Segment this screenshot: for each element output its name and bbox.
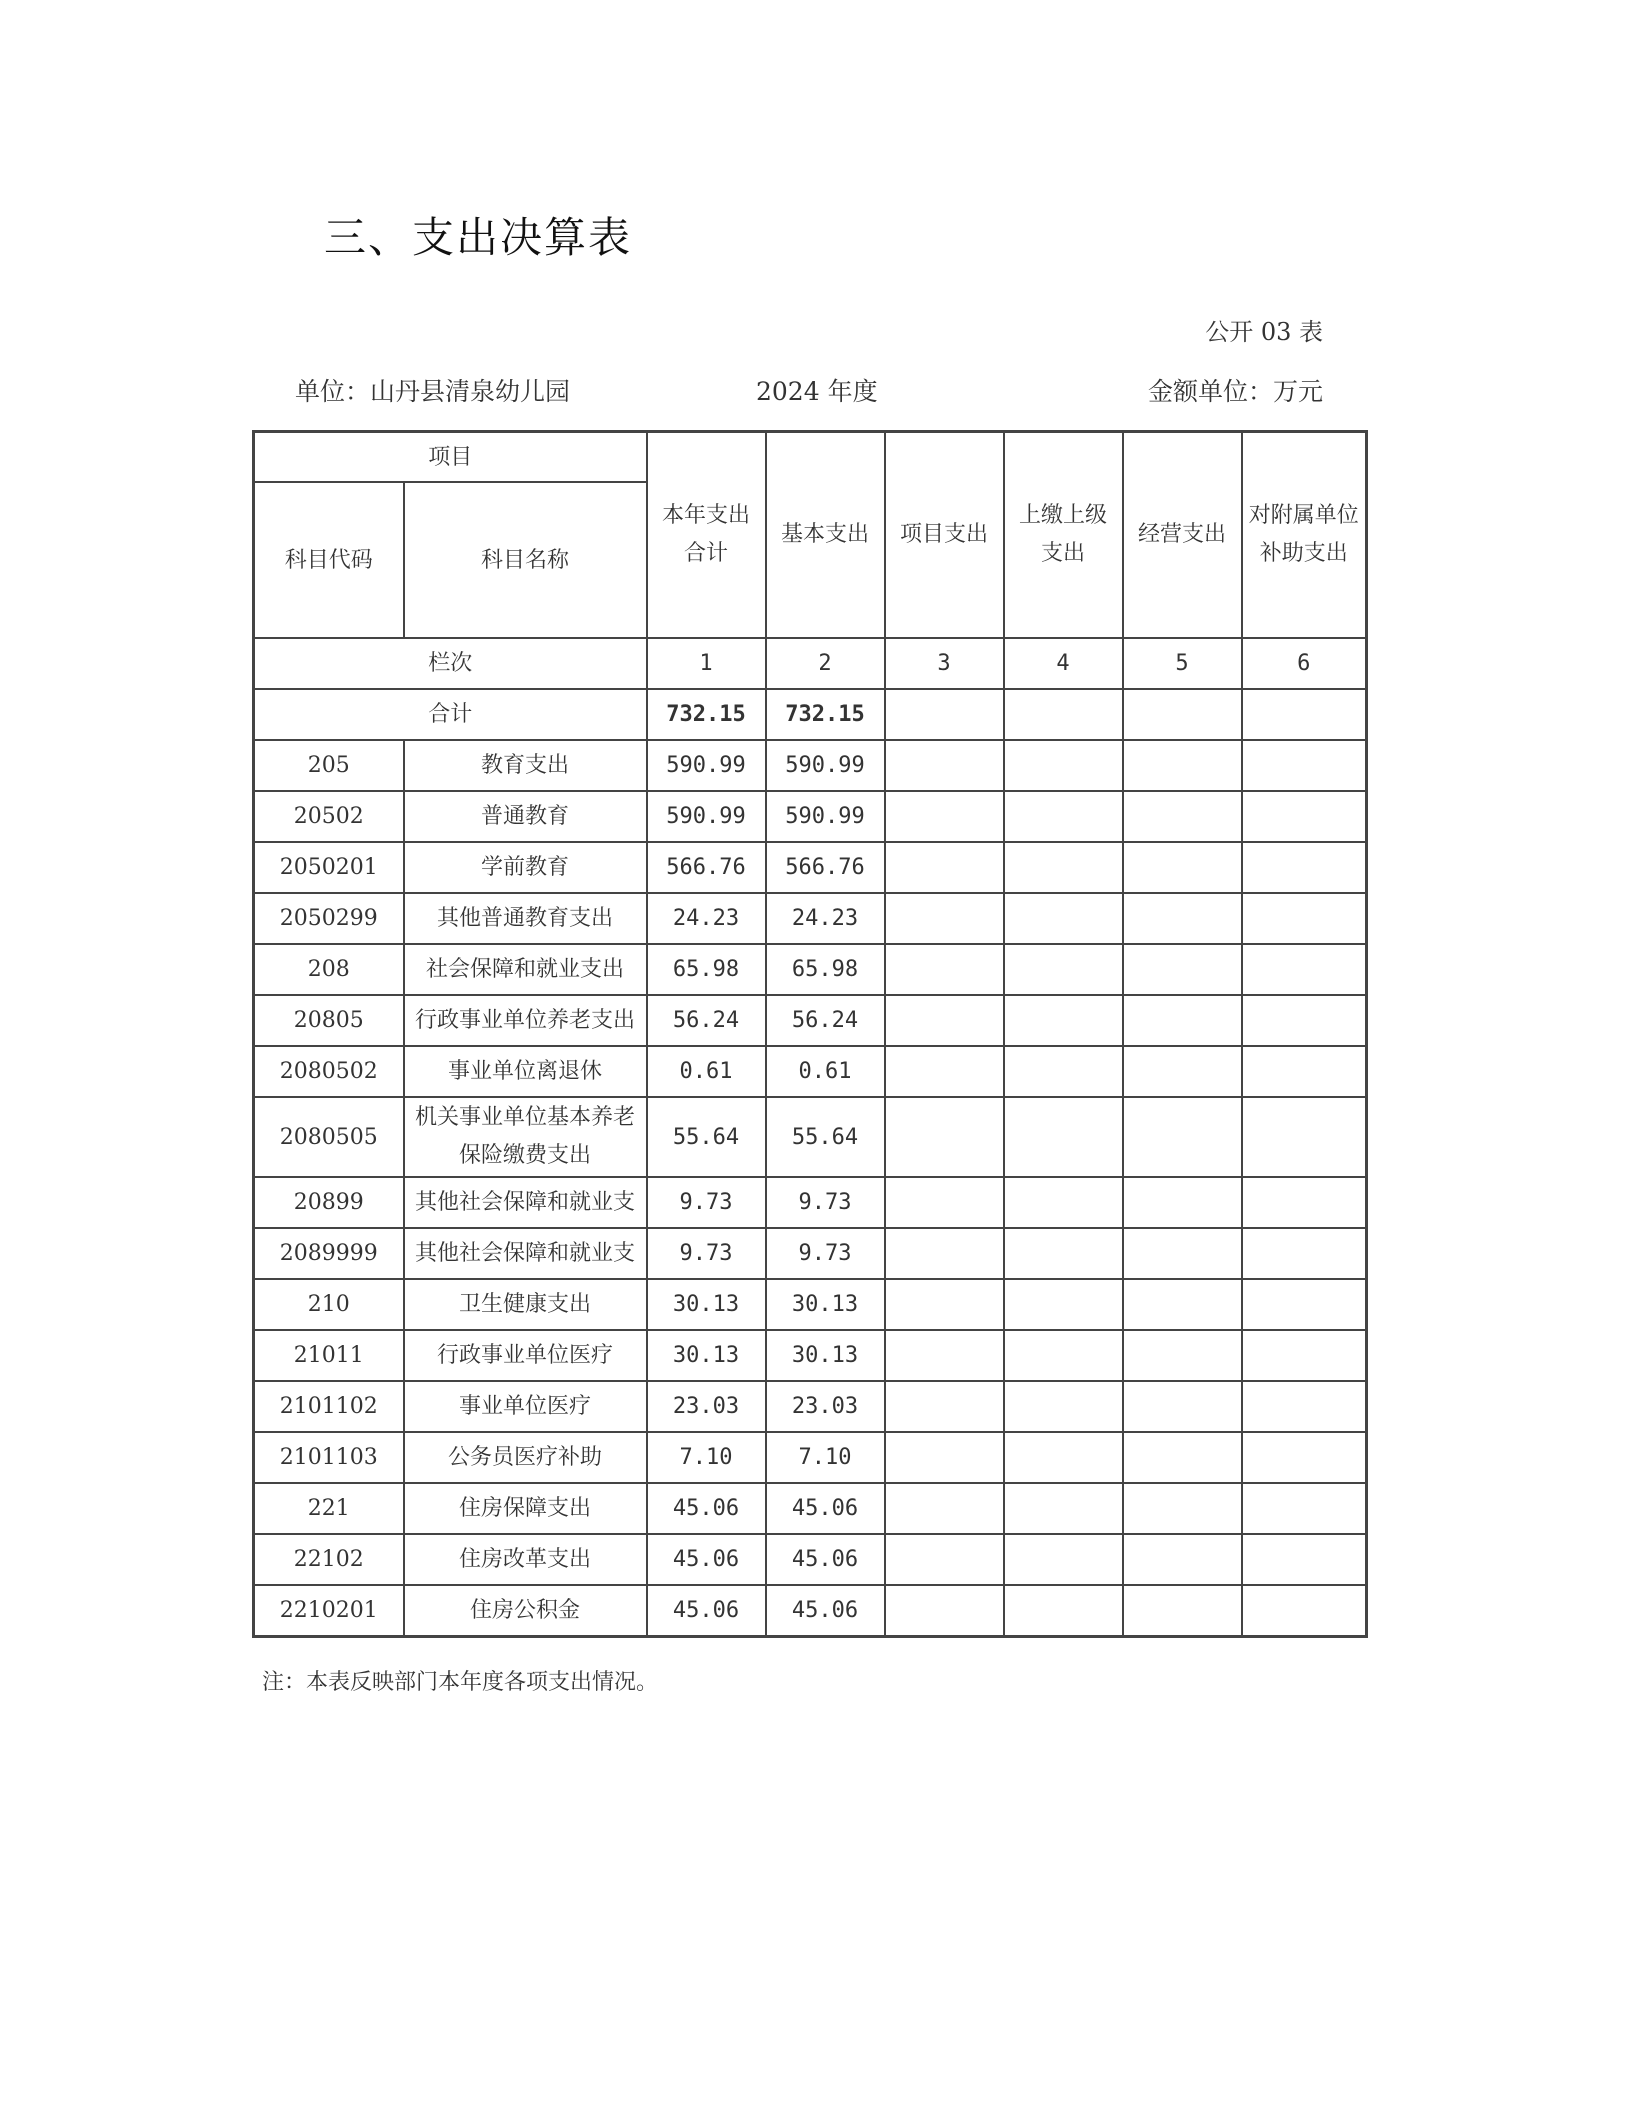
row-basic: 9.73	[766, 1177, 885, 1228]
total-cell: 732.15	[766, 689, 885, 740]
row-total: 23.03	[647, 1381, 766, 1432]
header-business: 经营支出	[1123, 432, 1242, 639]
row-code: 221	[254, 1483, 404, 1534]
row-project	[885, 1381, 1004, 1432]
row-project	[885, 842, 1004, 893]
header-code: 科目代码	[254, 482, 404, 638]
row-basic: 30.13	[766, 1279, 885, 1330]
row-project	[885, 1483, 1004, 1534]
row-code: 2101102	[254, 1381, 404, 1432]
row-basic: 56.24	[766, 995, 885, 1046]
seq-cell: 3	[885, 638, 1004, 689]
row-subsidy	[1242, 1279, 1367, 1330]
row-subsidy	[1242, 842, 1367, 893]
header-basic: 基本支出	[766, 432, 885, 639]
row-project	[885, 1097, 1004, 1177]
row-subsidy	[1242, 995, 1367, 1046]
row-name: 事业单位医疗	[404, 1381, 647, 1432]
table-note: 注：本表反映部门本年度各项支出情况。	[262, 1670, 659, 1695]
row-code: 2080502	[254, 1046, 404, 1097]
row-basic: 590.99	[766, 740, 885, 791]
row-code: 20502	[254, 791, 404, 842]
row-project	[885, 1177, 1004, 1228]
row-subsidy	[1242, 1046, 1367, 1097]
row-business	[1123, 1279, 1242, 1330]
row-project	[885, 1228, 1004, 1279]
seq-cell: 2	[766, 638, 885, 689]
row-total: 55.64	[647, 1097, 766, 1177]
row-name: 行政事业单位医疗	[404, 1330, 647, 1381]
row-basic: 9.73	[766, 1228, 885, 1279]
row-upper	[1004, 1330, 1123, 1381]
seq-cell: 4	[1004, 638, 1123, 689]
row-subsidy	[1242, 893, 1367, 944]
row-upper	[1004, 1483, 1123, 1534]
row-upper	[1004, 1279, 1123, 1330]
row-total: 56.24	[647, 995, 766, 1046]
row-total: 45.06	[647, 1534, 766, 1585]
reporting-unit: 单位：山丹县清泉幼儿园	[295, 377, 571, 406]
row-business	[1123, 1177, 1242, 1228]
table-row	[254, 1585, 1367, 1637]
row-basic: 0.61	[766, 1046, 885, 1097]
header-upper-payment: 上缴上级支出	[1004, 432, 1123, 639]
row-upper	[1004, 1381, 1123, 1432]
row-basic: 45.06	[766, 1585, 885, 1637]
row-business	[1123, 944, 1242, 995]
row-upper	[1004, 1097, 1123, 1177]
row-subsidy	[1242, 1534, 1367, 1585]
row-subsidy	[1242, 1585, 1367, 1637]
row-total: 566.76	[647, 842, 766, 893]
row-basic: 45.06	[766, 1483, 885, 1534]
row-basic: 24.23	[766, 893, 885, 944]
table-row	[254, 1177, 1367, 1228]
table-row	[254, 893, 1367, 944]
seq-row	[254, 638, 1367, 689]
expenditure-table	[252, 430, 1368, 1638]
row-business	[1123, 1228, 1242, 1279]
form-number: 公开 03 表	[1205, 318, 1323, 346]
row-project	[885, 1279, 1004, 1330]
row-total: 30.13	[647, 1330, 766, 1381]
table-row	[254, 791, 1367, 842]
row-code: 2080505	[254, 1097, 404, 1177]
table-row	[254, 1534, 1367, 1585]
row-upper	[1004, 944, 1123, 995]
header-total: 本年支出合计	[647, 432, 766, 639]
table-row	[254, 995, 1367, 1046]
row-business	[1123, 1585, 1242, 1637]
table-row	[254, 1330, 1367, 1381]
seq-cell: 5	[1123, 638, 1242, 689]
row-business	[1123, 893, 1242, 944]
seq-label: 栏次	[254, 638, 647, 689]
row-total: 45.06	[647, 1585, 766, 1637]
row-name: 学前教育	[404, 842, 647, 893]
seq-cell: 6	[1242, 638, 1367, 689]
row-code: 205	[254, 740, 404, 791]
row-total: 7.10	[647, 1432, 766, 1483]
row-total: 590.99	[647, 791, 766, 842]
row-name: 机关事业单位基本养老保险缴费支出	[404, 1097, 647, 1177]
row-total: 30.13	[647, 1279, 766, 1330]
row-business	[1123, 1534, 1242, 1585]
row-total: 590.99	[647, 740, 766, 791]
total-cell	[885, 689, 1004, 740]
row-name: 其他社会保障和就业支	[404, 1228, 647, 1279]
row-upper	[1004, 1432, 1123, 1483]
row-business	[1123, 1381, 1242, 1432]
row-total: 45.06	[647, 1483, 766, 1534]
header-project: 项目	[254, 432, 647, 483]
row-code: 2050299	[254, 893, 404, 944]
total-cell	[1242, 689, 1367, 740]
table-row	[254, 1097, 1367, 1177]
row-code: 20899	[254, 1177, 404, 1228]
table-row	[254, 1279, 1367, 1330]
row-name: 教育支出	[404, 740, 647, 791]
row-basic: 65.98	[766, 944, 885, 995]
row-total: 9.73	[647, 1228, 766, 1279]
row-subsidy	[1242, 1097, 1367, 1177]
row-project	[885, 740, 1004, 791]
row-project	[885, 1330, 1004, 1381]
row-subsidy	[1242, 944, 1367, 995]
row-upper	[1004, 1534, 1123, 1585]
row-name: 住房公积金	[404, 1585, 647, 1637]
row-business	[1123, 1330, 1242, 1381]
row-business	[1123, 791, 1242, 842]
row-code: 208	[254, 944, 404, 995]
seq-cell: 1	[647, 638, 766, 689]
row-code: 2101103	[254, 1432, 404, 1483]
page-title: 三、支出决算表	[324, 213, 633, 262]
row-upper	[1004, 1585, 1123, 1637]
row-project	[885, 1432, 1004, 1483]
row-business	[1123, 1432, 1242, 1483]
row-upper	[1004, 1046, 1123, 1097]
row-business	[1123, 1046, 1242, 1097]
row-name: 公务员医疗补助	[404, 1432, 647, 1483]
money-unit: 金额单位：万元	[1147, 377, 1323, 406]
row-name: 卫生健康支出	[404, 1279, 647, 1330]
row-name: 普通教育	[404, 791, 647, 842]
total-cell	[1004, 689, 1123, 740]
header-name: 科目名称	[404, 482, 647, 638]
table-row	[254, 1483, 1367, 1534]
fiscal-year: 2024 年度	[756, 377, 878, 406]
total-label: 合计	[254, 689, 647, 740]
table-row	[254, 1432, 1367, 1483]
row-total: 24.23	[647, 893, 766, 944]
row-business	[1123, 740, 1242, 791]
row-subsidy	[1242, 1228, 1367, 1279]
row-name: 其他普通教育支出	[404, 893, 647, 944]
row-basic: 7.10	[766, 1432, 885, 1483]
row-basic: 23.03	[766, 1381, 885, 1432]
row-project	[885, 893, 1004, 944]
row-code: 2089999	[254, 1228, 404, 1279]
table-row	[254, 1228, 1367, 1279]
row-basic: 566.76	[766, 842, 885, 893]
row-project	[885, 1046, 1004, 1097]
row-business	[1123, 842, 1242, 893]
row-basic: 45.06	[766, 1534, 885, 1585]
row-basic: 30.13	[766, 1330, 885, 1381]
row-project	[885, 944, 1004, 995]
row-project	[885, 1534, 1004, 1585]
row-project	[885, 1585, 1004, 1637]
row-upper	[1004, 995, 1123, 1046]
row-subsidy	[1242, 1330, 1367, 1381]
row-subsidy	[1242, 791, 1367, 842]
row-total: 0.61	[647, 1046, 766, 1097]
row-name: 住房保障支出	[404, 1483, 647, 1534]
row-basic: 590.99	[766, 791, 885, 842]
row-upper	[1004, 1177, 1123, 1228]
row-code: 20805	[254, 995, 404, 1046]
row-total: 9.73	[647, 1177, 766, 1228]
row-business	[1123, 1097, 1242, 1177]
row-subsidy	[1242, 1483, 1367, 1534]
row-project	[885, 995, 1004, 1046]
row-business	[1123, 1483, 1242, 1534]
row-subsidy	[1242, 1381, 1367, 1432]
header-subsidy: 对附属单位补助支出	[1242, 432, 1367, 639]
total-row	[254, 689, 1367, 740]
total-cell	[1123, 689, 1242, 740]
row-code: 2210201	[254, 1585, 404, 1637]
row-upper	[1004, 1228, 1123, 1279]
row-upper	[1004, 842, 1123, 893]
row-subsidy	[1242, 1177, 1367, 1228]
row-code: 21011	[254, 1330, 404, 1381]
row-subsidy	[1242, 740, 1367, 791]
row-total: 65.98	[647, 944, 766, 995]
row-upper	[1004, 893, 1123, 944]
row-name: 社会保障和就业支出	[404, 944, 647, 995]
row-name: 行政事业单位养老支出	[404, 995, 647, 1046]
row-project	[885, 791, 1004, 842]
row-basic: 55.64	[766, 1097, 885, 1177]
table-row	[254, 842, 1367, 893]
row-upper	[1004, 740, 1123, 791]
table-row	[254, 1046, 1367, 1097]
row-subsidy	[1242, 1432, 1367, 1483]
header-project-expenditure: 项目支出	[885, 432, 1004, 639]
row-business	[1123, 995, 1242, 1046]
table-row	[254, 944, 1367, 995]
row-code: 22102	[254, 1534, 404, 1585]
table-row	[254, 740, 1367, 791]
row-name: 住房改革支出	[404, 1534, 647, 1585]
table-row	[254, 1381, 1367, 1432]
row-name: 事业单位离退休	[404, 1046, 647, 1097]
row-upper	[1004, 791, 1123, 842]
row-code: 2050201	[254, 842, 404, 893]
total-cell: 732.15	[647, 689, 766, 740]
row-code: 210	[254, 1279, 404, 1330]
row-name: 其他社会保障和就业支	[404, 1177, 647, 1228]
